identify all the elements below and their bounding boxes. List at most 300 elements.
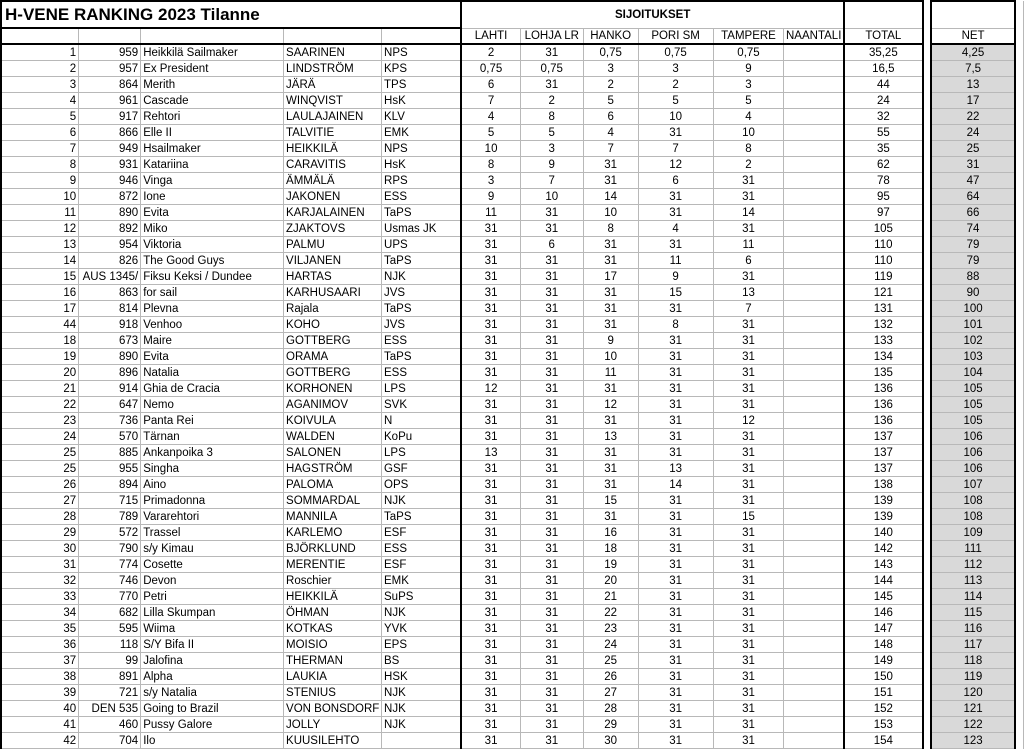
cell-naantali: [784, 637, 844, 653]
cell-lohja: 31: [520, 349, 583, 365]
cell-sail-number: 790: [79, 541, 141, 557]
cell-hanko: 31: [583, 381, 638, 397]
cell-boat-name: Evita: [141, 349, 284, 365]
column-header-tampere: TAMPERE: [713, 28, 784, 44]
table-row: [1, 141, 1024, 157]
cell-sail-number: 572: [79, 525, 141, 541]
cell-lahti: 11: [461, 205, 520, 221]
cell-net: 114: [931, 589, 1016, 605]
table-row: [1, 477, 1024, 493]
cell-lohja: 2: [520, 93, 583, 109]
cell-skipper: KORHONEN: [284, 381, 382, 397]
net-header-spacer: [931, 1, 1016, 28]
cell-rank: 35: [1, 621, 79, 637]
cell-hanko: 0,75: [583, 44, 638, 61]
cell-hanko: 31: [583, 477, 638, 493]
cell-total: 139: [844, 509, 923, 525]
cell-boat-name: Katariina: [141, 157, 284, 173]
cell-hanko: 4: [583, 125, 638, 141]
cell-rank: 22: [1, 397, 79, 413]
cell-rank: 26: [1, 477, 79, 493]
cell-naantali: [784, 301, 844, 317]
cell-hanko: 20: [583, 573, 638, 589]
cell-naantali: [784, 173, 844, 189]
cell-hanko: 9: [583, 333, 638, 349]
table-row: [1, 301, 1024, 317]
cell-total: 138: [844, 477, 923, 493]
cell-rank: 11: [1, 205, 79, 221]
page-title: H-VENE RANKING 2023 Tilanne: [1, 1, 461, 28]
cell-hanko: 19: [583, 557, 638, 573]
cell-rank: 34: [1, 605, 79, 621]
cell-lohja: 31: [520, 333, 583, 349]
cell-sail-number: 892: [79, 221, 141, 237]
cell-lohja: 31: [520, 317, 583, 333]
cell-sail-number: 961: [79, 93, 141, 109]
cell-pori: 31: [638, 237, 713, 253]
column-header-naantali: NAANTALI: [784, 28, 844, 44]
cell-tampere: 2: [713, 157, 784, 173]
cell-lahti: 7: [461, 93, 520, 109]
cell-total: 139: [844, 493, 923, 509]
cell-hanko: 27: [583, 685, 638, 701]
cell-net: 64: [931, 189, 1016, 205]
cell-tampere: 8: [713, 141, 784, 157]
cell-total: 97: [844, 205, 923, 221]
cell-club: ESS: [382, 541, 462, 557]
cell-club: OPS: [382, 477, 462, 493]
cell-lahti: 31: [461, 653, 520, 669]
cell-net: 105: [931, 413, 1016, 429]
cell-lahti: 31: [461, 237, 520, 253]
cell-pori: 31: [638, 189, 713, 205]
column-header-hanko: HANKO: [583, 28, 638, 44]
cell-pori: 12: [638, 157, 713, 173]
cell-tampere: 6: [713, 253, 784, 269]
cell-total: 78: [844, 173, 923, 189]
cell-lohja: 31: [520, 605, 583, 621]
cell-hanko: 10: [583, 205, 638, 221]
cell-lohja: 0,75: [520, 61, 583, 77]
cell-club: LPS: [382, 445, 462, 461]
cell-lahti: 31: [461, 253, 520, 269]
cell-tampere: 31: [713, 269, 784, 285]
cell-net: 100: [931, 301, 1016, 317]
cell-pori: 31: [638, 397, 713, 413]
cell-tampere: 0,75: [713, 44, 784, 61]
cell-pori: 14: [638, 477, 713, 493]
cell-rank: 25: [1, 445, 79, 461]
cell-skipper: Rajala: [284, 301, 382, 317]
cell-total: 44: [844, 77, 923, 93]
cell-total: 132: [844, 317, 923, 333]
cell-boat-name: Elle II: [141, 125, 284, 141]
cell-naantali: [784, 61, 844, 77]
cell-club: SuPS: [382, 589, 462, 605]
cell-club: NPS: [382, 141, 462, 157]
column-header-lahti: LAHTI: [461, 28, 520, 44]
cell-lahti: 31: [461, 605, 520, 621]
cell-boat-name: Nemo: [141, 397, 284, 413]
cell-lohja: 31: [520, 413, 583, 429]
cell-rank: 44: [1, 317, 79, 333]
cell-hanko: 15: [583, 493, 638, 509]
cell-boat-name: Evita: [141, 205, 284, 221]
cell-tampere: 31: [713, 733, 784, 749]
cell-tampere: 31: [713, 397, 784, 413]
cell-total: 154: [844, 733, 923, 749]
cell-total: 137: [844, 461, 923, 477]
cell-sail-number: 774: [79, 557, 141, 573]
cell-boat-name: Primadonna: [141, 493, 284, 509]
cell-pori: 31: [638, 653, 713, 669]
cell-sail-number: 949: [79, 141, 141, 157]
cell-total: 146: [844, 605, 923, 621]
cell-lohja: 7: [520, 173, 583, 189]
cell-lahti: 31: [461, 509, 520, 525]
cell-tampere: 31: [713, 221, 784, 237]
cell-lahti: 31: [461, 621, 520, 637]
cell-pori: 31: [638, 509, 713, 525]
cell-boat-name: S/Y Bifa II: [141, 637, 284, 653]
cell-rank: 37: [1, 653, 79, 669]
cell-naantali: [784, 237, 844, 253]
cell-net: 123: [931, 733, 1016, 749]
cell-tampere: 31: [713, 365, 784, 381]
cell-net: 106: [931, 445, 1016, 461]
cell-total: 110: [844, 237, 923, 253]
cell-lahti: 31: [461, 365, 520, 381]
cell-skipper: KARJALAINEN: [284, 205, 382, 221]
cell-lohja: 31: [520, 221, 583, 237]
cell-hanko: 17: [583, 269, 638, 285]
cell-skipper: HEIKKILÄ: [284, 589, 382, 605]
cell-lahti: 31: [461, 285, 520, 301]
cell-boat-name: Heikkilä Sailmaker: [141, 44, 284, 61]
cell-lohja: 31: [520, 365, 583, 381]
cell-sail-number: 673: [79, 333, 141, 349]
cell-skipper: LAUKIA: [284, 669, 382, 685]
cell-skipper: JÄRÄ: [284, 77, 382, 93]
cell-sail-number: 746: [79, 573, 141, 589]
cell-pori: 31: [638, 493, 713, 509]
cell-sail-number: 914: [79, 381, 141, 397]
cell-skipper: VILJANEN: [284, 253, 382, 269]
cell-sail-number: AUS 1345/: [79, 269, 141, 285]
cell-sail-number: 704: [79, 733, 141, 749]
cell-tampere: 7: [713, 301, 784, 317]
cell-pori: 31: [638, 701, 713, 717]
cell-lahti: 2: [461, 44, 520, 61]
cell-skipper: AGANIMOV: [284, 397, 382, 413]
cell-club: EMK: [382, 573, 462, 589]
cell-tampere: 13: [713, 285, 784, 301]
cell-lahti: 31: [461, 557, 520, 573]
cell-lohja: 31: [520, 429, 583, 445]
cell-hanko: 21: [583, 589, 638, 605]
table-row: [1, 573, 1024, 589]
cell-pori: 31: [638, 429, 713, 445]
cell-naantali: [784, 141, 844, 157]
table-row: [1, 189, 1024, 205]
cell-hanko: 31: [583, 301, 638, 317]
cell-rank: 3: [1, 77, 79, 93]
cell-club: [382, 733, 462, 749]
cell-tampere: 12: [713, 413, 784, 429]
cell-net: 119: [931, 669, 1016, 685]
title-row: [1, 1, 1024, 28]
cell-hanko: 31: [583, 509, 638, 525]
cell-sail-number: 736: [79, 413, 141, 429]
cell-lahti: 31: [461, 733, 520, 749]
cell-skipper: SALONEN: [284, 445, 382, 461]
cell-total: 55: [844, 125, 923, 141]
cell-total: 142: [844, 541, 923, 557]
table-row: [1, 557, 1024, 573]
cell-lahti: 13: [461, 445, 520, 461]
cell-boat-name: Tärnan: [141, 429, 284, 445]
cell-pori: 31: [638, 525, 713, 541]
cell-rank: 30: [1, 541, 79, 557]
cell-skipper: ÖHMAN: [284, 605, 382, 621]
cell-total: 119: [844, 269, 923, 285]
cell-club: UPS: [382, 237, 462, 253]
cell-naantali: [784, 253, 844, 269]
cell-lahti: 31: [461, 413, 520, 429]
cell-hanko: 22: [583, 605, 638, 621]
cell-naantali: [784, 525, 844, 541]
cell-club: TaPS: [382, 205, 462, 221]
cell-sail-number: 770: [79, 589, 141, 605]
cell-boat-name: Panta Rei: [141, 413, 284, 429]
cell-skipper: JOLLY: [284, 717, 382, 733]
cell-hanko: 29: [583, 717, 638, 733]
cell-club: NJK: [382, 701, 462, 717]
cell-lahti: 3: [461, 173, 520, 189]
cell-net: 121: [931, 701, 1016, 717]
cell-total: 135: [844, 365, 923, 381]
cell-pori: 11: [638, 253, 713, 269]
cell-skipper: MOISIO: [284, 637, 382, 653]
cell-tampere: 31: [713, 621, 784, 637]
cell-club: BS: [382, 653, 462, 669]
table-row: [1, 509, 1024, 525]
cell-sail-number: 99: [79, 653, 141, 669]
cell-lahti: 12: [461, 381, 520, 397]
cell-tampere: 31: [713, 525, 784, 541]
cell-naantali: [784, 221, 844, 237]
cell-skipper: KARHUSAARI: [284, 285, 382, 301]
cell-naantali: [784, 109, 844, 125]
table-row: [1, 125, 1024, 141]
cell-total: 137: [844, 429, 923, 445]
cell-boat-name: Singha: [141, 461, 284, 477]
cell-rank: 15: [1, 269, 79, 285]
cell-lahti: 31: [461, 317, 520, 333]
cell-skipper: KARLEMO: [284, 525, 382, 541]
cell-rank: 2: [1, 61, 79, 77]
cell-lahti: 6: [461, 77, 520, 93]
cell-skipper: SAARINEN: [284, 44, 382, 61]
cell-total: 149: [844, 653, 923, 669]
cell-skipper: LINDSTRÖM: [284, 61, 382, 77]
cell-lahti: 31: [461, 525, 520, 541]
cell-sail-number: 894: [79, 477, 141, 493]
table-row: [1, 205, 1024, 221]
cell-sail-number: 918: [79, 317, 141, 333]
table-row: [1, 285, 1024, 301]
cell-boat-name: Venhoo: [141, 317, 284, 333]
cell-total: 62: [844, 157, 923, 173]
cell-lahti: 31: [461, 685, 520, 701]
cell-lahti: 31: [461, 461, 520, 477]
cell-pori: 31: [638, 573, 713, 589]
cell-sail-number: 896: [79, 365, 141, 381]
cell-lahti: 10: [461, 141, 520, 157]
cell-net: 106: [931, 461, 1016, 477]
cell-hanko: 16: [583, 525, 638, 541]
cell-hanko: 26: [583, 669, 638, 685]
cell-lahti: 31: [461, 333, 520, 349]
cell-lahti: 31: [461, 669, 520, 685]
cell-boat-name: Miko: [141, 221, 284, 237]
cell-pori: 31: [638, 637, 713, 653]
cell-lahti: 5: [461, 125, 520, 141]
cell-sail-number: 891: [79, 669, 141, 685]
table-row: [1, 541, 1024, 557]
table-row: [1, 669, 1024, 685]
cell-net: 7,5: [931, 61, 1016, 77]
cell-lohja: 31: [520, 461, 583, 477]
cell-hanko: 31: [583, 157, 638, 173]
cell-tampere: 31: [713, 669, 784, 685]
cell-hanko: 28: [583, 701, 638, 717]
total-header-spacer: [844, 1, 923, 28]
table-row: [1, 413, 1024, 429]
cell-tampere: 31: [713, 445, 784, 461]
cell-pori: 2: [638, 77, 713, 93]
cell-boat-name: Cosette: [141, 557, 284, 573]
cell-tampere: 9: [713, 61, 784, 77]
cell-lohja: 31: [520, 205, 583, 221]
table-row: [1, 221, 1024, 237]
cell-boat-name: Natalia: [141, 365, 284, 381]
cell-club: HSK: [382, 669, 462, 685]
cell-total: 35: [844, 141, 923, 157]
cell-skipper: HEIKKILÄ: [284, 141, 382, 157]
cell-rank: 42: [1, 733, 79, 749]
cell-hanko: 23: [583, 621, 638, 637]
table-row: [1, 589, 1024, 605]
cell-total: 32: [844, 109, 923, 125]
cell-hanko: 13: [583, 429, 638, 445]
cell-pori: 31: [638, 381, 713, 397]
cell-naantali: [784, 429, 844, 445]
cell-pori: 31: [638, 205, 713, 221]
cell-boat-name: Cascade: [141, 93, 284, 109]
cell-sail-number: DEN 535: [79, 701, 141, 717]
cell-total: 134: [844, 349, 923, 365]
cell-club: NJK: [382, 269, 462, 285]
cell-club: TaPS: [382, 349, 462, 365]
cell-net: 120: [931, 685, 1016, 701]
cell-boat-name: Rehtori: [141, 109, 284, 125]
cell-naantali: [784, 269, 844, 285]
table-row: [1, 701, 1024, 717]
cell-lohja: 31: [520, 621, 583, 637]
table-row: [1, 605, 1024, 621]
cell-total: 140: [844, 525, 923, 541]
cell-total: 136: [844, 397, 923, 413]
cell-lohja: 31: [520, 685, 583, 701]
cell-tampere: 31: [713, 317, 784, 333]
cell-tampere: 10: [713, 125, 784, 141]
cell-tampere: 31: [713, 685, 784, 701]
cell-rank: 33: [1, 589, 79, 605]
cell-lahti: 0,75: [461, 61, 520, 77]
cell-lahti: 31: [461, 589, 520, 605]
cell-club: YVK: [382, 621, 462, 637]
cell-hanko: 14: [583, 189, 638, 205]
cell-net: 115: [931, 605, 1016, 621]
cell-boat-name: Petri: [141, 589, 284, 605]
section-label: SIJOITUKSET: [461, 1, 844, 28]
cell-tampere: 11: [713, 237, 784, 253]
cell-rank: 23: [1, 413, 79, 429]
cell-lohja: 5: [520, 125, 583, 141]
cell-lohja: 31: [520, 493, 583, 509]
cell-naantali: [784, 285, 844, 301]
cell-naantali: [784, 589, 844, 605]
cell-club: ESS: [382, 333, 462, 349]
cell-lohja: 31: [520, 509, 583, 525]
cell-rank: 1: [1, 44, 79, 61]
cell-sail-number: 866: [79, 125, 141, 141]
cell-pori: 31: [638, 445, 713, 461]
cell-lohja: 6: [520, 237, 583, 253]
cell-lohja: 31: [520, 701, 583, 717]
cell-skipper: PALOMA: [284, 477, 382, 493]
cell-net: 24: [931, 125, 1016, 141]
table-row: [1, 621, 1024, 637]
cell-pori: 31: [638, 333, 713, 349]
cell-rank: 4: [1, 93, 79, 109]
cell-skipper: HARTAS: [284, 269, 382, 285]
cell-sail-number: 715: [79, 493, 141, 509]
cell-naantali: [784, 509, 844, 525]
cell-sail-number: 872: [79, 189, 141, 205]
cell-pori: 7: [638, 141, 713, 157]
cell-naantali: [784, 621, 844, 637]
cell-sail-number: 814: [79, 301, 141, 317]
cell-lahti: 8: [461, 157, 520, 173]
cell-sail-number: 959: [79, 44, 141, 61]
cell-lahti: 31: [461, 477, 520, 493]
cell-rank: 39: [1, 685, 79, 701]
cell-naantali: [784, 541, 844, 557]
cell-pori: 31: [638, 125, 713, 141]
cell-skipper: KUUSILEHTO: [284, 733, 382, 749]
cell-lohja: 31: [520, 589, 583, 605]
table-row: [1, 109, 1024, 125]
cell-sail-number: 595: [79, 621, 141, 637]
table-row: [1, 253, 1024, 269]
cell-pori: 31: [638, 605, 713, 621]
cell-club: NJK: [382, 717, 462, 733]
cell-lahti: 31: [461, 637, 520, 653]
cell-lohja: 31: [520, 253, 583, 269]
cell-rank: 19: [1, 349, 79, 365]
